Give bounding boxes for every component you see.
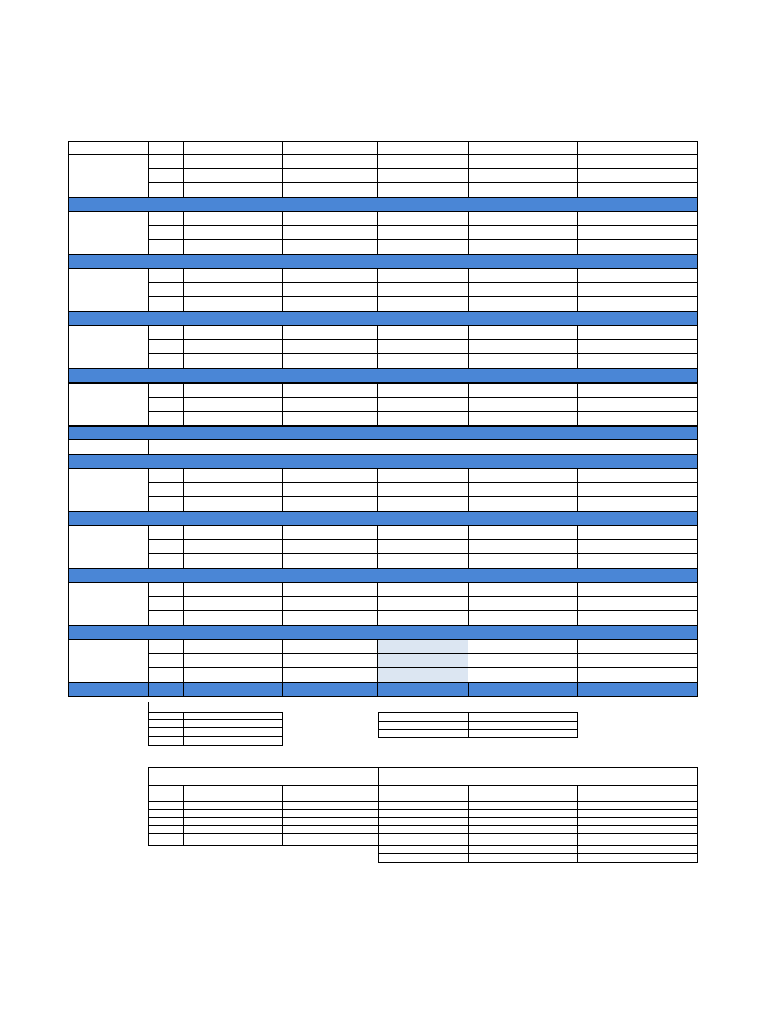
grid-line (148, 767, 149, 846)
grid-line (378, 853, 698, 854)
grid-line (183, 785, 184, 846)
grid-line (378, 862, 698, 863)
grid-line (282, 785, 283, 846)
grid-line (378, 833, 698, 834)
grid-line (378, 845, 698, 846)
grid-line (378, 817, 698, 818)
grid-line (378, 825, 698, 826)
bottom-header-bottom (148, 785, 698, 786)
grid-line (378, 767, 379, 863)
bottom-header-top (148, 767, 698, 768)
grid-line (468, 785, 469, 863)
grid-line (697, 767, 698, 863)
grid-line (378, 801, 698, 802)
grid-line (378, 809, 698, 810)
grid-line (577, 785, 578, 863)
